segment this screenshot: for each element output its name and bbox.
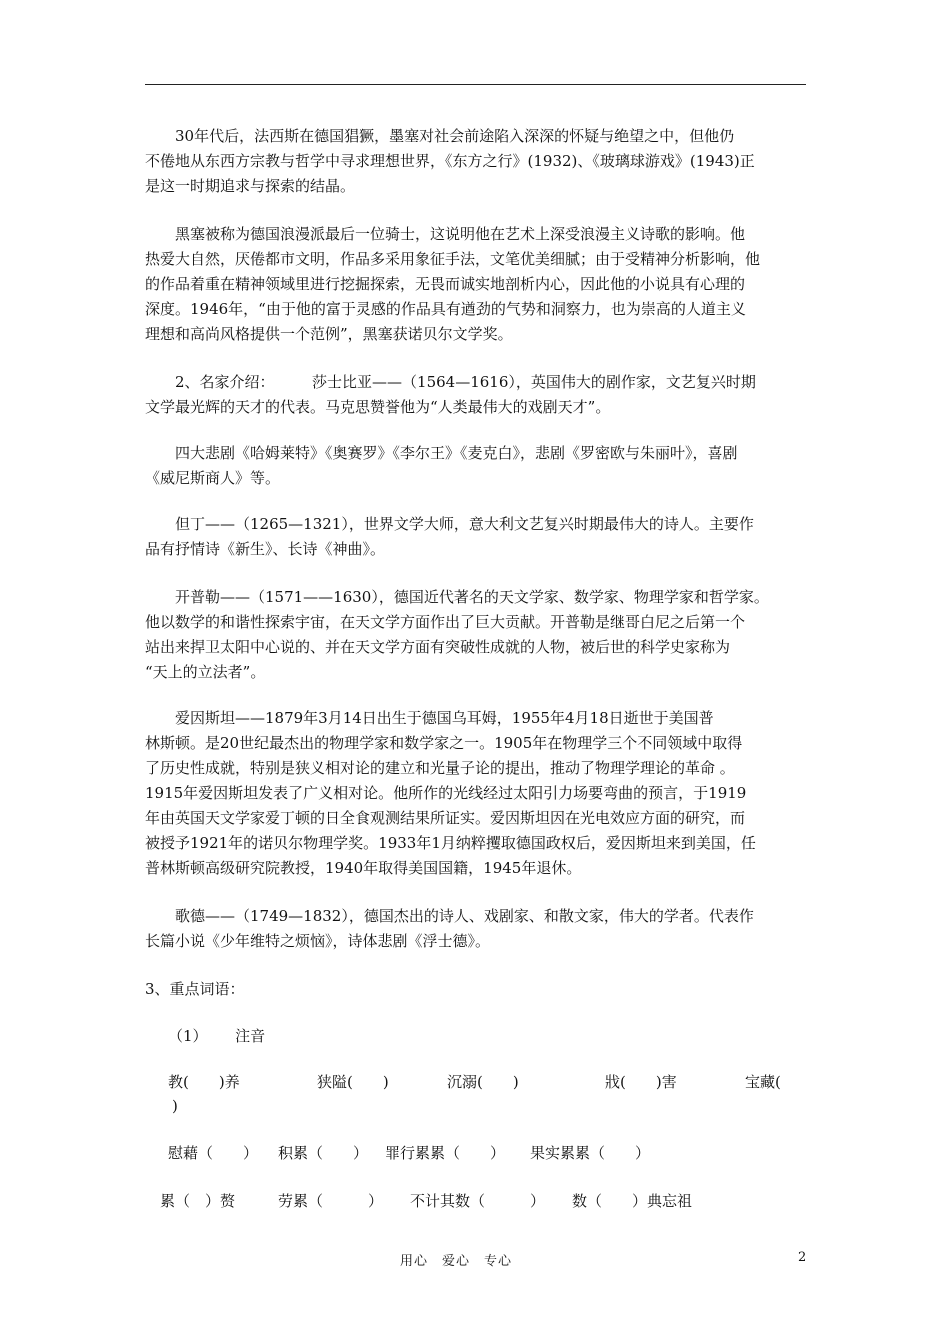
text-line: 歌德——（1749—1832），德国杰出的诗人、戏剧家、和散文家，伟大的学者。代表作 <box>145 907 754 925</box>
text-line: 1915年爱因斯坦发表了广义相对论。他所作的光线经过太阳引力场要弯曲的预言，于1919 <box>145 784 747 802</box>
subsection-pinyin <box>168 1025 265 1047</box>
pinyin-item: 罪行累累（ ） <box>385 1144 506 1162</box>
text-line: 长篇小说《少年维特之烦恼》，诗体悲剧《浮士德》。 <box>145 932 491 950</box>
text-line: 理想和高尚风格提供一个范例”，黑塞获诺贝尔文学奖。 <box>145 325 513 343</box>
pinyin-item: 数（ ）典忘祖 <box>572 1192 693 1210</box>
paragraph-dante <box>145 512 813 562</box>
text-line: 2、名家介绍： 莎士比亚——（1564—1616），英国伟大的剧作家，文艺复兴时期 <box>145 373 756 391</box>
text-line: 站出来捍卫太阳中心说的、并在天文学方面有突破性成就的人物，被后世的科学史家称为 <box>145 638 731 656</box>
text-line: 普林斯顿高级研究院教授，1940年取得美国国籍，1945年退休。 <box>145 859 582 877</box>
text-line: 被授予1921年的诺贝尔物理学奖。1933年1月纳粹攫取德国政权后，爱因斯坦来到美国，任 <box>145 834 756 852</box>
paragraph-hesse-1930s <box>145 124 813 199</box>
paragraph-tragedies <box>145 441 813 491</box>
pinyin-item: 不计其数（ ） <box>410 1192 546 1210</box>
text-line: 文学最光辉的天才的代表。马克思赞誉他为“人类最伟大的戏剧天才”。 <box>145 398 611 416</box>
pinyin-item: 劳累（ ） <box>278 1192 384 1210</box>
text-line: 《威尼斯商人》等。 <box>145 469 281 487</box>
text-line: 不倦地从东西方宗教与哲学中寻求理想世界，《东方之行》(1932)、《玻璃球游戏》(1943)正 <box>145 152 755 170</box>
paragraph-shakespeare <box>145 370 813 420</box>
text-line: 黑塞被称为德国浪漫派最后一位骑士，这说明他在艺术上深受浪漫主义诗歌的影响。他 <box>145 225 746 243</box>
pinyin-item: 果实累累（ ） <box>530 1144 651 1162</box>
pinyin-row-3 <box>0 1190 950 1214</box>
text-line: 30年代后，法西斯在德国猖獗，墨塞对社会前途陷入深深的怀疑与绝望之中，但他仍 <box>145 127 735 145</box>
paragraph-einstein <box>145 706 813 881</box>
text-line: 的作品着重在精神领域里进行挖掘探索，无畏而诚实地剖析内心，因此他的小说具有心理的 <box>145 275 746 293</box>
text-line: 年由英国天文学家爱丁顿的日全食观测结果所证实。爱因斯坦因在光电效应方面的研究，而 <box>145 809 746 827</box>
text-line: 是这一时期追求与探索的结晶。 <box>145 177 356 195</box>
paragraph-hesse-romantic <box>145 222 813 347</box>
text-line: 了历史性成就，特别是狭义相对论的建立和光量子论的提出，推动了物理学理论的革命 。 <box>145 759 735 777</box>
pinyin-row-1 <box>0 1071 950 1095</box>
page-number: 2 <box>798 1250 807 1265</box>
text-line: 但丁——（1265—1321），世界文学大师，意大利文艺复兴时期最伟大的诗人。主要作 <box>145 515 754 533</box>
pinyin-item: 累（ ）赘 <box>160 1192 236 1210</box>
text-line: 他以数学的和谐性探索宇宙，在天文学方面作出了巨大贡献。开普勒是继哥白尼之后第一个 <box>145 613 746 631</box>
pinyin-item: 宝藏( <box>745 1073 781 1091</box>
subsection-number: （1） <box>168 1027 208 1045</box>
pinyin-item: 戕( )害 <box>605 1073 677 1091</box>
pinyin-row-1-wrap: ) <box>172 1097 178 1115</box>
text-line: “天上的立法者”。 <box>145 663 266 681</box>
paragraph-goethe <box>145 904 813 954</box>
pinyin-row-2 <box>0 1142 950 1166</box>
header-rule <box>145 84 806 85</box>
text-line: 热爱大自然，厌倦都市文明，作品多采用象征手法，文笔优美细腻；由于受精神分析影响，他 <box>145 250 761 268</box>
text-line: 爱因斯坦——1879年3月14日出生于德国乌耳姆，1955年4月18日逝世于美国普 <box>145 709 714 727</box>
text-line: 开普勒——（1571——1630），德国近代著名的天文学家、数学家、物理学家和哲学家。 <box>145 588 769 606</box>
text-line: 深度。1946年，“由于他的富于灵感的作品具有遒劲的气势和洞察力，也为崇高的人道主义 <box>145 300 746 318</box>
text-line: 四大悲剧《哈姆莱特》《奥赛罗》《李尔王》《麦克白》，悲剧《罗密欧与朱丽叶》，喜剧 <box>145 444 738 462</box>
footer-motto: 用心 爱心 专心 <box>400 1254 513 1269</box>
pinyin-item: 沉溺( ) <box>447 1073 519 1091</box>
pinyin-item: 教( )养 <box>168 1073 240 1091</box>
text-line: 林斯顿。是20世纪最杰出的物理学家和数学家之一。1905年在物理学三个不同领域中取得 <box>145 734 743 752</box>
pinyin-item: 慰藉（ ） <box>168 1144 259 1162</box>
paragraph-kepler <box>145 585 813 685</box>
section-heading-key-words: 3、重点词语： <box>145 980 245 998</box>
pinyin-item: 狭隘( ) <box>317 1073 389 1091</box>
pinyin-item: 积累（ ） <box>278 1144 369 1162</box>
subsection-title: 注音 <box>235 1027 266 1045</box>
text-line: 品有抒情诗《新生》、长诗《神曲》。 <box>145 540 386 558</box>
